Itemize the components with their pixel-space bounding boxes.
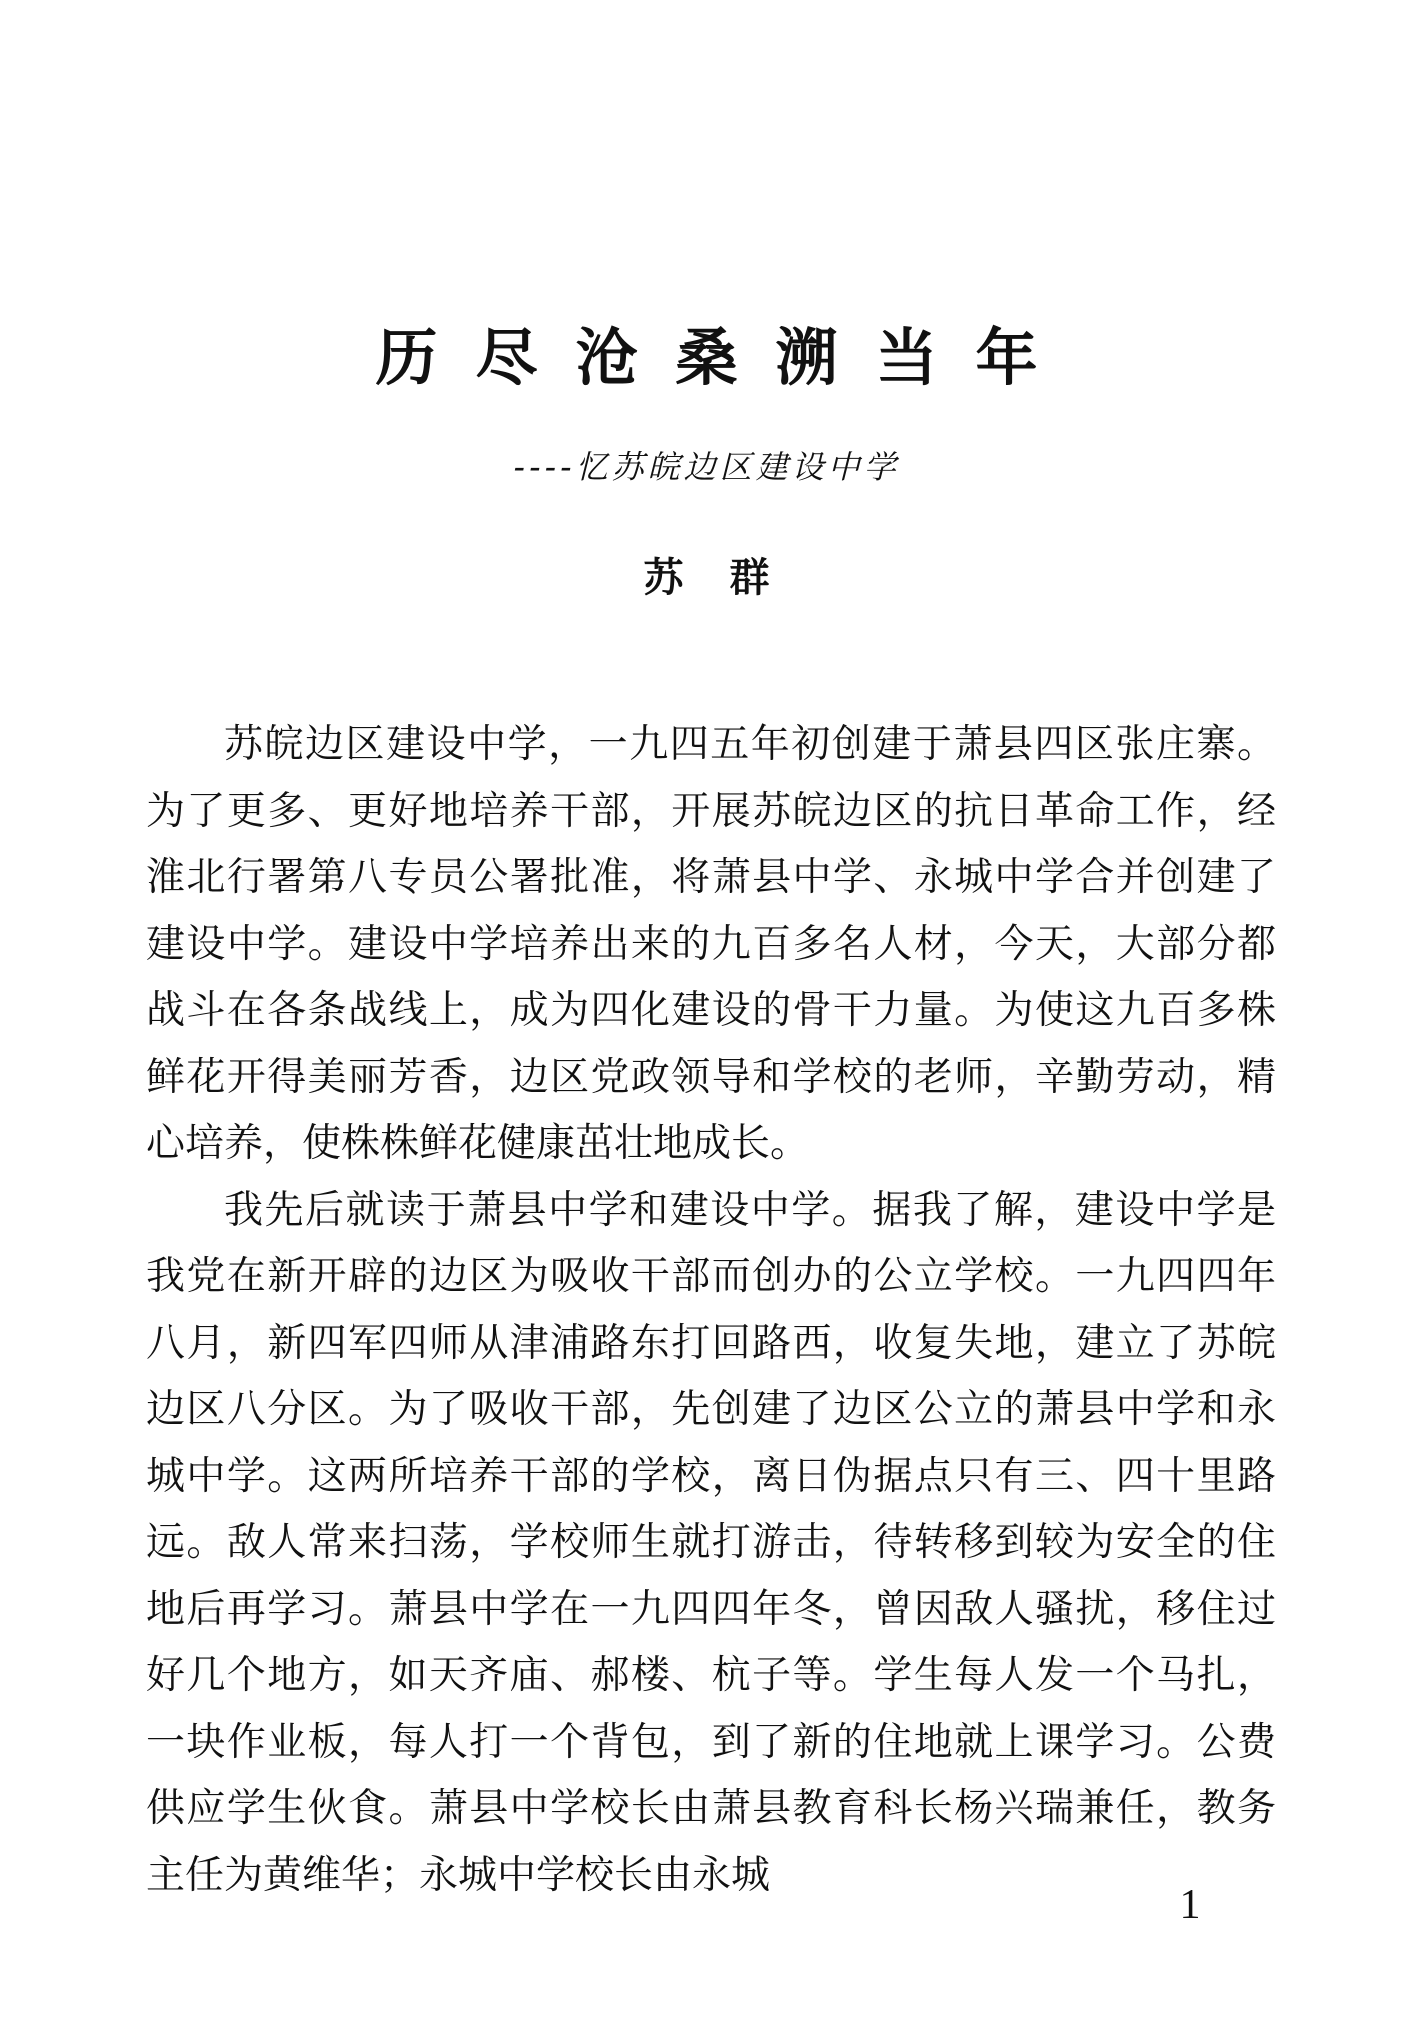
- article-subtitle: ----忆苏皖边区建设中学: [513, 448, 900, 486]
- paragraph: 苏皖边区建设中学，一九四五年初创建于萧县四区张庄寨。为了更多、更好地培养干部，开展苏皖边区的抗日革命工作，经淮北行署第八专员公署批准，将萧县中学、永城中学合并创建了建设中学。建设中学培养出来的九百多名人材，今天，大部分都战斗在各条战线上，成为四化建设的骨干力量。为使这九百多株鲜花开得美丽芳香，边区党政领导和学校的老师，辛勤劳动，精心培养，使株株鲜花健康茁壮地成长。: [146, 722, 1276, 1166]
- article-body: [146, 712, 1276, 1909]
- article-title: 历尽沧桑溯当年: [375, 321, 1076, 394]
- article-author: 苏群: [643, 555, 816, 601]
- paragraph: 我先后就读于萧县中学和建设中学。据我了解，建设中学是我党在新开辟的边区为吸收干部而创办的公立学校。一九四四年八月，新四军四师从津浦路东打回路西，收复失地，建立了苏皖边区八分区。为了吸收干部，先创建了边区公立的萧县中学和永城中学。这两所培养干部的学校，离日伪据点只有三、四十里路远。敌人常来扫荡，学校师生就打游击，待转移到较为安全的住地后再学习。萧县中学在一九四四年冬，曾因敌人骚扰，移住过好几个地方，如天齐庙、郝楼、杭子等。学生每人发一个马扎，一块作业板，每人打一个背包，到了新的住地就上课学习。公费供应学生伙食。萧县中学校长由萧县教育科长杨兴瑞兼任，教务主任为黄维华；永城中学校长由永城: [146, 1187, 1276, 1898]
- page-number: 1: [1179, 1882, 1201, 1928]
